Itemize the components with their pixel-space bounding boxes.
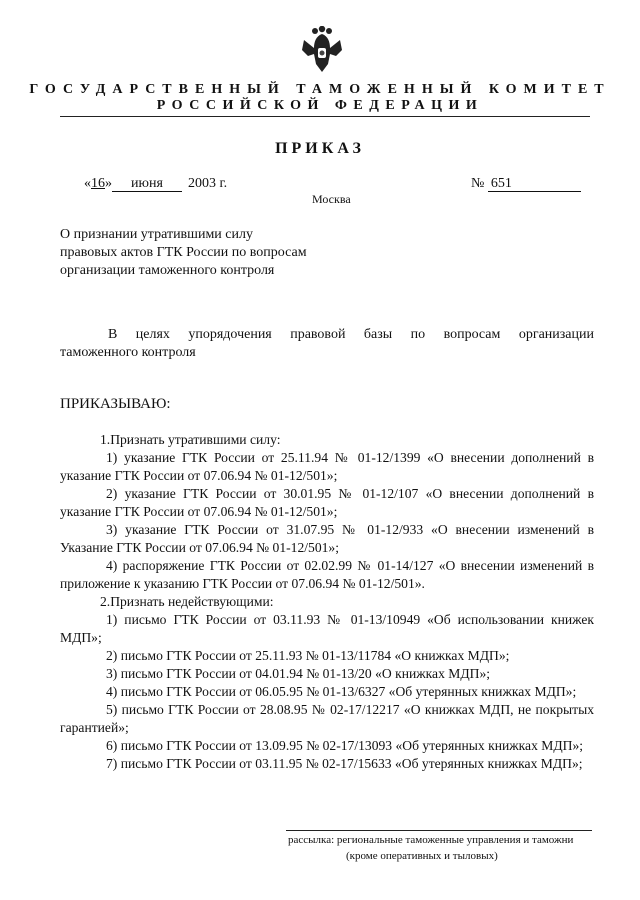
list-item: 3) письмо ГТК России от 04.01.94 № 01-13/20 «О книжках МДП»; [106, 666, 491, 681]
date-quote-open: « [84, 176, 91, 191]
order-items [60, 431, 594, 773]
order-date [84, 176, 227, 192]
header-divider [60, 116, 590, 117]
footer-divider [286, 830, 592, 831]
committee-name-line1: ГОСУДАРСТВЕННЫЙ ТАМОЖЕННЫЙ КОМИТЕТ [29, 82, 611, 97]
order-number [471, 176, 581, 192]
list-item: 4) распоряжение ГТК России от 02.02.99 № 01-14/127 «О внесении изменений в приложение к указанию ГТК России от 07.06.94 № 01-12/501». [60, 558, 594, 591]
list-item: 7) письмо ГТК России от 03.11.95 № 02-17/15633 «Об утерянных книжках МДП»; [106, 756, 583, 771]
list-item: 2) письмо ГТК России от 25.11.93 № 01-13/11784 «О книжках МДП»; [106, 648, 510, 663]
distribution-line1: рассылка: региональные таможенные управления и таможни [288, 834, 574, 846]
date-month: июня [112, 176, 182, 192]
list-item: 5) письмо ГТК России от 28.08.95 № 02-17/12217 «О книжках МДП, не покрытых гарантией»; [60, 702, 594, 735]
intro-line1: В целях упорядочения правовой базы по вопросам организации [108, 327, 594, 342]
list-item: 2) указание ГТК России от 30.01.95 № 01-12/107 «О внесении дополнений в указание ГТК России от 07.06.94 № 01-12/501»; [60, 486, 594, 519]
list-item: 3) указание ГТК России от 31.07.95 № 01-12/933 «О внесении изменений в Указание ГТК России от 07.06.94 № 01-12/501»; [60, 522, 594, 555]
section-heading: 1.Признать утратившими силу: [100, 432, 281, 447]
date-quote-close: » [105, 176, 112, 191]
intro-line2: таможенного контроля [60, 345, 196, 360]
list-item: 1) указание ГТК России от 25.11.94 № 01-12/1399 «О внесении дополнений в указание ГТК России от 07.06.94 № 01-12/501»; [60, 450, 594, 483]
date-day: 16 [91, 176, 105, 191]
number-value: 651 [488, 176, 581, 192]
section-heading: 2.Признать недействующими: [100, 594, 274, 609]
document-title: ПРИКАЗ [275, 140, 365, 157]
intro-paragraph [60, 326, 594, 362]
list-item: 6) письмо ГТК России от 13.09.95 № 02-17/13093 «Об утерянных книжках МДП»; [106, 738, 584, 753]
order-word: ПРИКАЗЫВАЮ: [60, 396, 171, 412]
list-item: 4) письмо ГТК России от 06.05.95 № 01-13/6327 «Об утерянных книжках МДП»; [106, 684, 577, 699]
number-prefix: № [471, 176, 485, 191]
city: Москва [312, 192, 351, 206]
list-item: 1) письмо ГТК России от 03.11.93 № 01-13/10949 «Об использовании книжек МДП»; [60, 612, 594, 645]
subject-text: О признании утратившими силу правовых актов ГТК России по вопросам организации таможенного контроля [60, 227, 307, 278]
date-year: 2003 г. [188, 176, 228, 191]
state-emblem-icon [300, 26, 344, 76]
distribution-line2: (кроме оперативных и тыловых) [346, 850, 498, 862]
committee-name-line2: РОССИЙСКОЙ ФЕДЕРАЦИИ [156, 98, 484, 113]
